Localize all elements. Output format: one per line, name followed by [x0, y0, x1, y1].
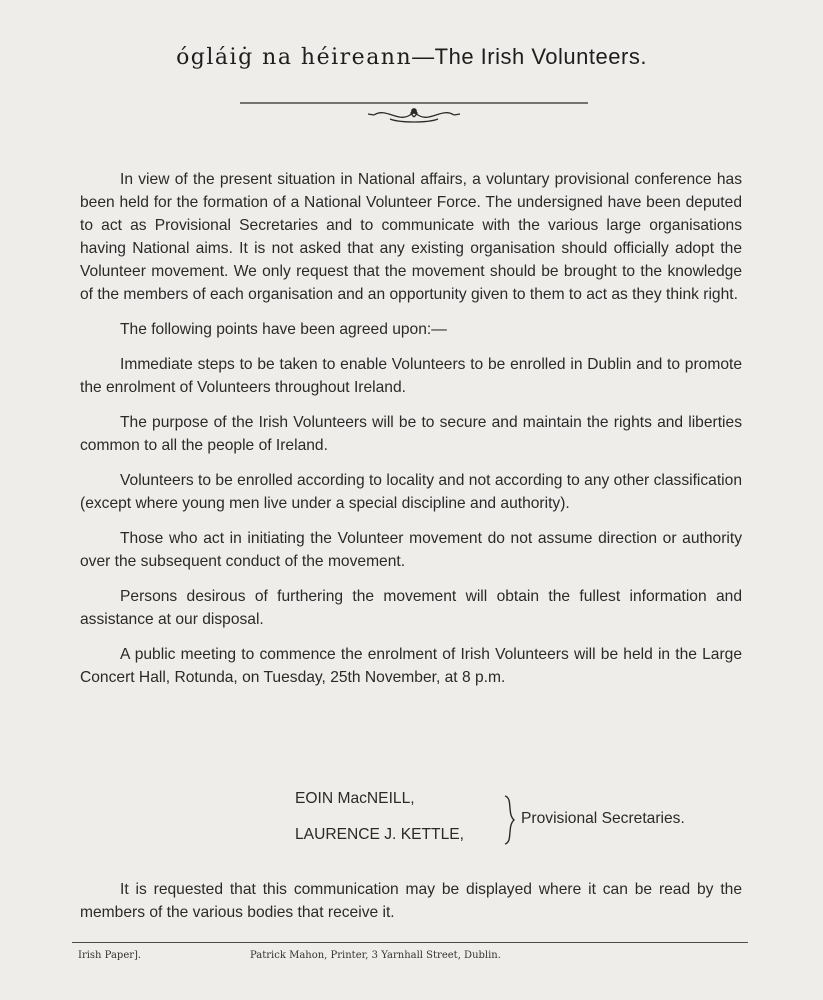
title-english: —The Irish Volunteers.: [412, 44, 647, 69]
paragraph: Persons desirous of furthering the movement will obtain the fullest information and assistance at our disposal.: [80, 588, 742, 628]
paper-note: Irish Paper].: [78, 950, 142, 961]
signatory-name: EOIN MacNEILL,: [295, 790, 415, 807]
paragraph: It is requested that this communication may be displayed where it can be read by the members of the various bodies that receive it.: [80, 881, 742, 921]
paragraph: A public meeting to commence the enrolment of Irish Volunteers will be held in the Large Concert Hall, Rotunda, on Tuesday, 25th November, at 8 p.m.: [80, 646, 742, 686]
footer-divider: [72, 942, 748, 943]
page-title: [0, 44, 823, 70]
paragraph: The following points have been agreed upon:—: [120, 321, 447, 338]
letter-body: [80, 168, 742, 701]
signature-block: [295, 790, 715, 860]
paragraph: Those who act in initiating the Volunteer movement do not assume direction or authority over the subsequent conduct of the movement.: [80, 530, 742, 570]
brace-icon: [503, 794, 517, 846]
signatory-name: LAURENCE J. KETTLE,: [295, 826, 464, 843]
closing-note: [80, 878, 742, 924]
printer-imprint: Patrick Mahon, Printer, 3 Yarnhall Street, Dublin.: [250, 950, 501, 961]
ornament-divider-icon: [240, 97, 588, 127]
title-gaelic: ógláiġ na héireann: [176, 45, 413, 70]
paragraph: Volunteers to be enrolled according to locality and not according to any other classification (except where young men live under a special discipline and authority).: [80, 472, 742, 512]
paragraph: Immediate steps to be taken to enable Volunteers to be enrolled in Dublin and to promote the enrolment of Volunteers throughout Ireland.: [80, 356, 742, 396]
signatory-role: Provisional Secretaries.: [521, 810, 685, 827]
paragraph: The purpose of the Irish Volunteers will be to secure and maintain the rights and liberties common to all the people of Ireland.: [80, 414, 742, 454]
paragraph: In view of the present situation in National affairs, a voluntary provisional conference has been held for the formation of a National Volunteer Force. The undersigned have been deputed to act as Provisional Secretaries and to communicate with the various large organisations having National aims. It is not asked that any existing organisation should officially adopt the Volunteer movement. We only request that the movement should be brought to the knowledge of the members of each organisation and an opportunity given to them to act as they think right.: [80, 171, 742, 303]
